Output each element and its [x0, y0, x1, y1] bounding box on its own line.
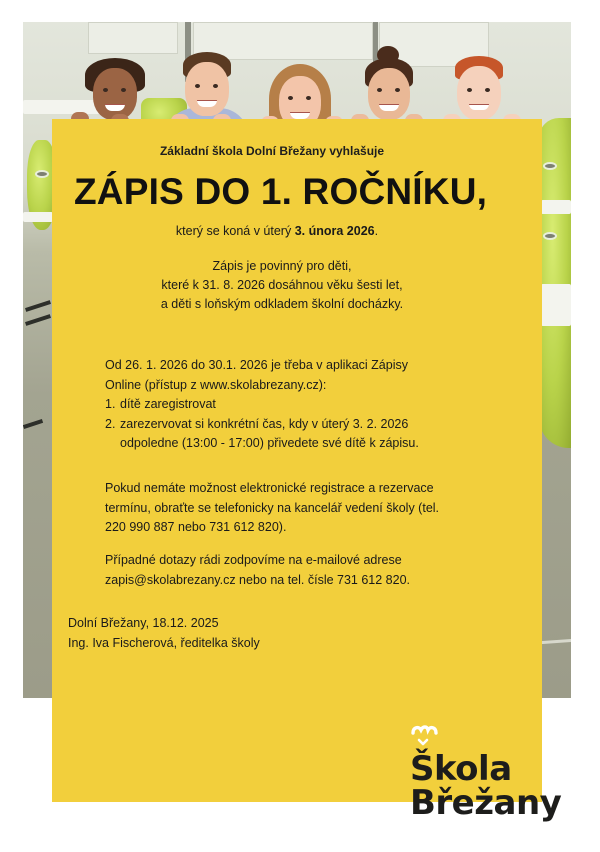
- smile-heart-mark-icon: [411, 724, 439, 748]
- registration-block: [105, 356, 485, 454]
- step-text: zarezervovat si konkrétní čas, kdy v úterý 3. 2. 2026 odpoledne (13:00 - 17:00) přivedete své dítě k zápisu.: [120, 416, 419, 451]
- chair-leg: [25, 314, 51, 326]
- whiteboard: [88, 22, 178, 54]
- eligibility-line: které k 31. 8. 2026 dosáhnou věku šesti let,: [161, 278, 403, 292]
- contact-info-block: [105, 551, 485, 590]
- step-number: 2.: [105, 416, 116, 431]
- registration-line: Od 26. 1. 2026 do 30.1. 2026 je třeba v aplikaci Zápisy: [105, 358, 408, 372]
- intro-heading: Základní škola Dolní Břežany vyhlašuje: [159, 144, 385, 158]
- event-date: 3. února 2026: [294, 224, 375, 238]
- signer-name: Ing. Iva Fischerová, ředitelka školy: [68, 635, 260, 650]
- registration-line: Online (přístup z www.skolabrezany.cz):: [105, 377, 327, 392]
- announcement-panel: [52, 119, 542, 802]
- chair-leg: [25, 300, 51, 312]
- contact-info-line: Případné dotazy rádi zodpovíme na e-mailové adrese: [105, 553, 402, 567]
- place-and-date: Dolní Břežany, 18.12. 2025: [68, 616, 219, 630]
- phone-info-line: 220 990 887 nebo 731 612 820).: [105, 520, 287, 535]
- phone-info-line: termínu, obraťte se telefonicky na kancelář vedení školy (tel.: [105, 500, 440, 515]
- signature-block: [68, 614, 260, 653]
- phone-info-line: Pokud nemáte možnost elektronické registrace a rezervace: [105, 481, 434, 495]
- chair-handle: [543, 162, 557, 170]
- date-suffix: .: [374, 224, 379, 238]
- eligibility-block: [52, 257, 542, 314]
- chair-handle: [543, 232, 557, 240]
- step-text: dítě zaregistrovat: [120, 397, 216, 412]
- logo-text-line1: Škola: [410, 749, 512, 789]
- floor-line: [541, 639, 571, 644]
- event-date-line: [52, 224, 542, 238]
- eligibility-line: a děti s loňským odkladem školní docházky.: [160, 297, 404, 311]
- desk: [541, 284, 571, 326]
- contact-info-line: zapis@skolabrezany.cz nebo na tel. čísle 731 612 820.: [105, 572, 411, 587]
- chair-leg: [23, 419, 43, 429]
- desk: [23, 212, 53, 222]
- registration-step: [105, 415, 485, 454]
- page-title: ZÁPIS DO 1. ROČNÍKU,: [74, 171, 488, 212]
- step-number: 1.: [105, 397, 116, 412]
- logo-text-line2: Břežany: [410, 783, 562, 823]
- chair-handle: [35, 170, 49, 178]
- date-prefix: který se koná v úterý: [175, 224, 295, 238]
- phone-info-block: [105, 479, 485, 538]
- desk: [23, 100, 103, 114]
- registration-step: [105, 395, 485, 415]
- eligibility-line: Zápis je povinný pro děti,: [212, 259, 352, 273]
- school-logo: [410, 724, 580, 834]
- desk: [541, 200, 571, 214]
